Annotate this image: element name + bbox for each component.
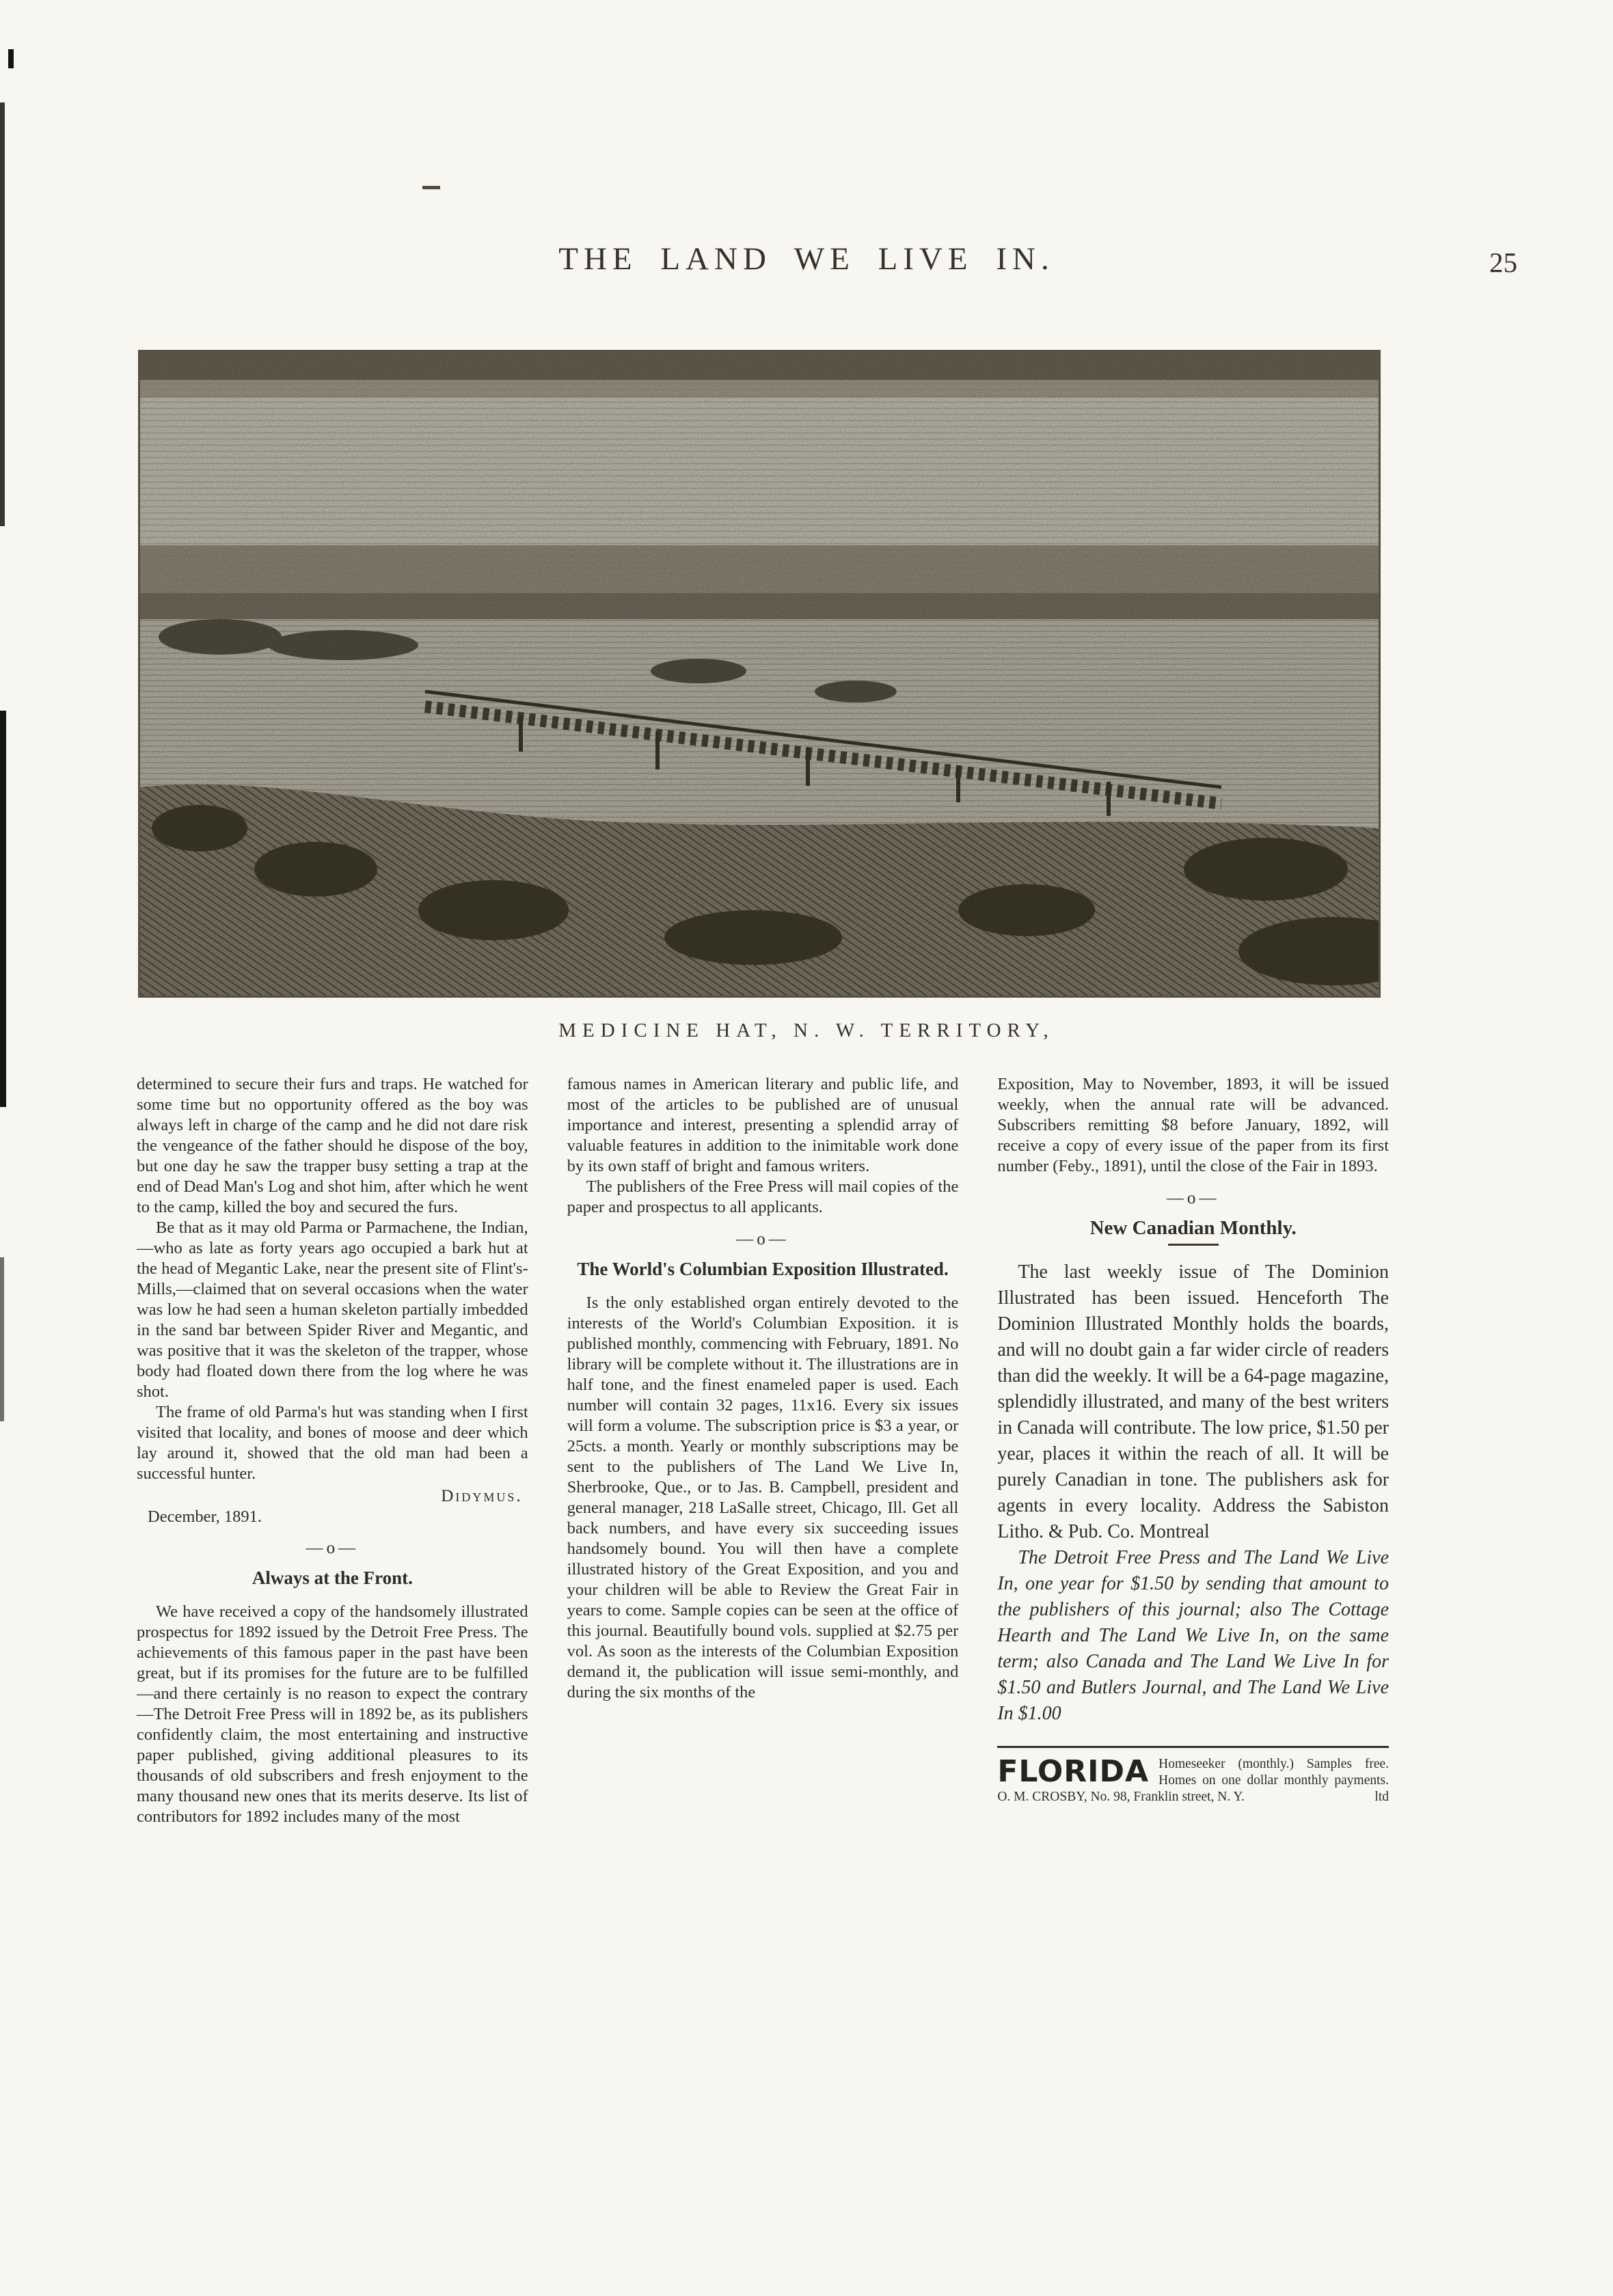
heading-rule	[1168, 1244, 1219, 1246]
section-divider: —o—	[1166, 1189, 1220, 1207]
article-paragraph: determined to secure their furs and traps. He watched for some time but no opportunity offered as the boy was always left in charge of the camp and he did not dare risk the vengeance of the father should he dispose of the boy, but one day he saw the trapper busy setting a trap at the end of Dead Man's Log and shot him, after which he went to the camp, killed the boy and secured the furs.	[137, 1075, 528, 1216]
column-2	[567, 1074, 959, 1827]
section-divider: —o—	[306, 1539, 360, 1557]
article-paragraph: The publishers of the Free Press will mail copies of the paper and prospectus to all applicants.	[567, 1177, 959, 1216]
column-1	[137, 1074, 528, 1827]
scan-artifact	[8, 49, 14, 68]
florida-ad	[997, 1746, 1389, 1805]
engraving-caption: MEDICINE HAT, N. W. TERRITORY,	[558, 1020, 1055, 1041]
scan-artifact	[0, 102, 5, 526]
column-3	[997, 1074, 1389, 1827]
author-signature: Didymus.	[441, 1487, 523, 1505]
florida-ad-tail: ltd	[1374, 1790, 1390, 1804]
article-paragraph: famous names in American literary and public life, and most of the articles to be published are of unusual importance and interest, presenting a splendid array of valuable features in addition to the inimitable work done by its own staff of bright and famous writers.	[567, 1075, 959, 1175]
dateline: December, 1891.	[148, 1507, 262, 1526]
section-heading-worlds-columbian-exposition: The World's Columbian Exposition Illustrated.	[577, 1259, 949, 1279]
article-columns	[137, 1074, 1389, 1827]
article-paragraph: The last weekly issue of The Dominion Illustrated has been issued. Henceforth The Dominion Illustrated Monthly holds the boards, and will no doubt gain a far wider circle of readers than did the weekly. It will be a 64-page magazine, splendidly illustrated, and many of the best writers in Canada will contribute. The low price, $1.50 per year, places it within the reach of all. It will be purely Canadian in tone. The publishers ask for agents in every locality. Address the Sabiston Litho. & Pub. Co. Montreal	[997, 1261, 1390, 1542]
article-paragraph: The frame of old Parma's hut was standing when I first visited that locality, and bones of moose and deer which lay around it, showed that the old man had been a successful hunter.	[137, 1403, 528, 1483]
section-heading-always-at-the-front: Always at the Front.	[252, 1568, 413, 1588]
engraving-image	[138, 350, 1381, 998]
engraving-medicine-hat	[138, 350, 1381, 998]
article-paragraph: The Detroit Free Press and The Land We Live In, one year for $1.50 by sending that amount to the publishers of this journal; also The Cottage Hearth and The Land We Live In, on the same term; also Canada and The Land We Live In for $1.50 and Butlers Journal, and The Land We Live In $1.00	[997, 1547, 1390, 1724]
section-divider: —o—	[736, 1230, 789, 1248]
florida-ad-brand: FLORIDA	[997, 1754, 1150, 1789]
scan-artifact	[422, 186, 440, 189]
page-number: 25	[1489, 247, 1517, 278]
section-heading-new-canadian-monthly: New Canadian Monthly.	[1089, 1217, 1297, 1239]
article-paragraph: Is the only established organ entirely devoted to the interests of the World's Columbian Exposition. it is published monthly, commencing with February, 1891. No library will be complete without it. The illustrations are in half tone, and the finest enameled paper is used. Each number will contain 32 pages, 11x16. Every six issues will form a volume. The subscription price is $3 a year, or 25cts. a month. Yearly or monthly subscriptions may be sent to the publishers of The Land We Live In, Sherbrooke, Que., or to Jas. B. Campbell, president and general manager, 218 LaSalle street, Chicago, Ill. Get all back numbers, and have every six succeeding issues handsomely bound. You will then have a complete illustrated history of the Great Exposition, and you and your children will be able to Review the Great Fair in years to come. Sample copies can be seen at the office of this journal. Beautifully bound vols. supplied at $2.75 per vol. As soon as the interests of the Columbian Exposition demand it, the publication will issue semi-monthly, and during the six months of the	[567, 1294, 959, 1702]
article-paragraph: Be that as it may old Parma or Parmachene, the Indian,—who as late as forty years ago occupied a bark hut at the head of Megantic Lake, near the present site of Flint's-Mills,—claimed that on several occasions when the water was low he had seen a human skeleton partially imbedded in the sand bar between Spider River and Megantic, and was positive that it was the skeleton of the trapper, whose body had floated down there from the log where he was shot.	[137, 1218, 528, 1401]
scan-artifact	[0, 1257, 4, 1421]
florida-ad-body: Homeseeker (monthly.) Samples free. Homes on one dollar monthly payments. O. M. CROSBY, No. 98, Franklin street, N. Y.	[997, 1757, 1390, 1804]
article-paragraph: We have received a copy of the handsomely illustrated prospectus for 1892 issued by the Detroit Free Press. The achievements of this famous paper in the past have been great, but if its promises for the future are to be fulfilled—and there certainly is no reason to expect the contrary—The Detroit Free Press will in 1892 be, as its publishers confidently claim, the most entertaining and instructive paper published, giving additional pleasures to its thousands of old subscribers and fresh enjoyment to the many thousand new ones that its merits deserve. Its list of contributors for 1892 includes many of the most	[137, 1602, 528, 1826]
article-paragraph: Exposition, May to November, 1893, it will be issued weekly, when the annual rate will be advanced. Subscribers remitting $8 before January, 1892, will receive a copy of every issue of the paper from its first number (Feby., 1891), until the close of the Fair in 1893.	[997, 1075, 1390, 1175]
page-title: THE LAND WE LIVE IN.	[558, 241, 1055, 277]
scan-artifact	[0, 711, 6, 1107]
